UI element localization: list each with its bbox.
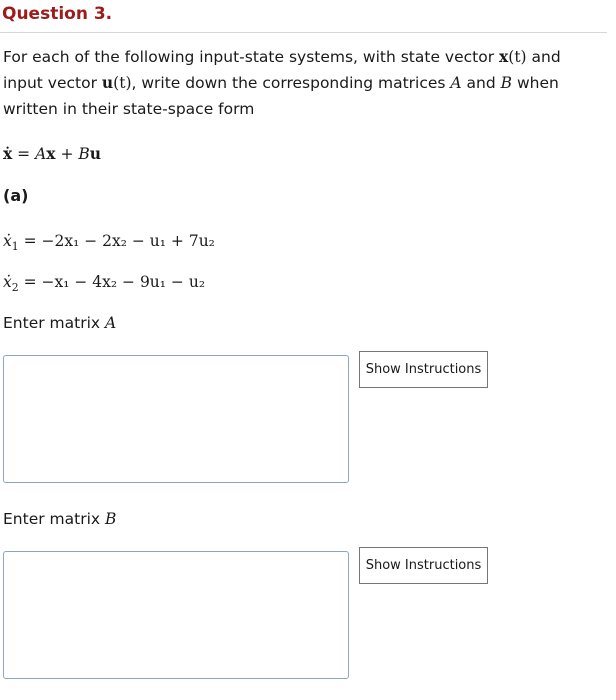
matrix-a-input[interactable] <box>3 355 349 483</box>
equation-1: ẋ$_1$ = −2x₁ − 2x₂ − u₁ + 7u₂ <box>3 232 215 254</box>
matrix-a-show-instructions-button[interactable]: Show Instructions <box>359 351 488 388</box>
matrix-b-label: Enter matrix B <box>3 510 117 528</box>
prompt-text-3: , write down the corresponding matrices <box>131 74 451 92</box>
matrix-b-input[interactable] <box>3 551 349 679</box>
input-vector-symbol: u(t) <box>101 73 132 92</box>
state-vector-symbol: x(t) <box>499 47 527 66</box>
matrix-a-label: Enter matrix A <box>3 314 117 332</box>
matrix-b-symbol: B <box>500 74 513 92</box>
matrix-b-show-instructions-button[interactable]: Show Instructions <box>359 547 488 584</box>
state-space-equation: ẋ = Ax + Bu <box>3 144 102 163</box>
title-divider <box>0 32 607 33</box>
question-title: Question 3. <box>2 4 113 24</box>
question-prompt <box>3 44 603 122</box>
prompt-text-4: and <box>461 74 501 92</box>
matrix-a-symbol: A <box>450 74 462 92</box>
prompt-text-1: For each of the following input-state systems, with state vector <box>3 48 500 66</box>
part-a-label: (a) <box>3 186 29 205</box>
prompt-text-2: and input vector <box>3 48 561 92</box>
equation-2: ẋ$_2$ = −x₁ − 4x₂ − 9u₁ − u₂ <box>3 273 206 295</box>
prompt-text-5: when written in their state-space form <box>3 74 559 118</box>
